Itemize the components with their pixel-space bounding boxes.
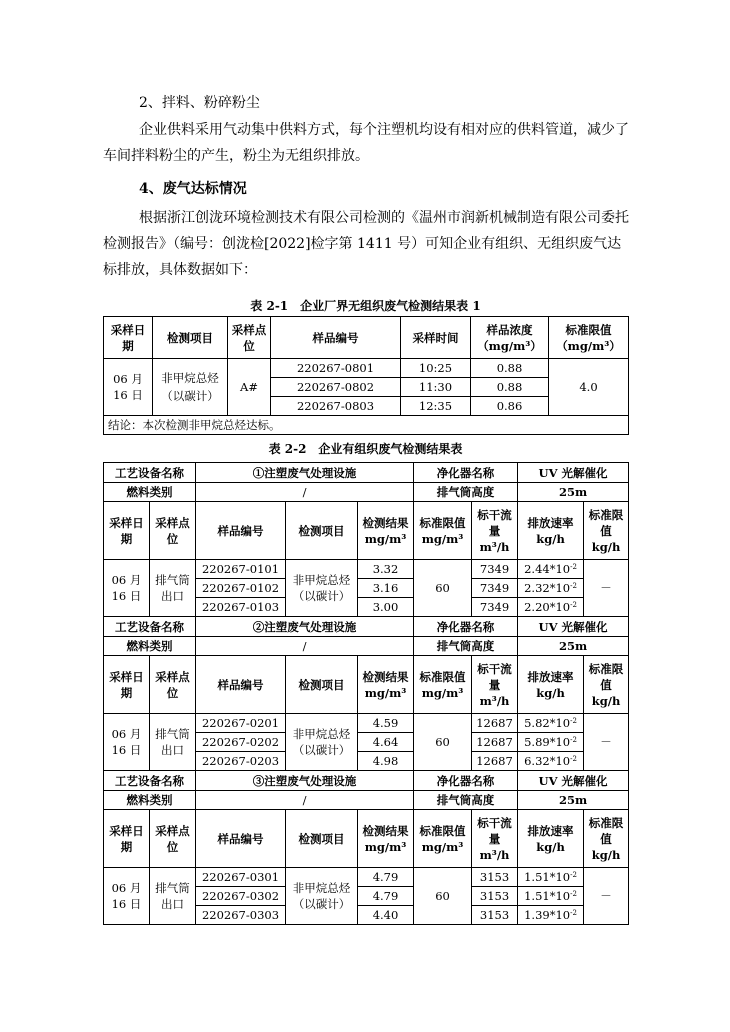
column-header: 标准限值 kg/h bbox=[584, 502, 629, 560]
table1-time: 11:30 bbox=[401, 378, 471, 397]
column-header: 排放速率 kg/h bbox=[518, 810, 584, 868]
column-header: 采样点位 bbox=[150, 656, 196, 714]
table1-header: 采样日期 bbox=[104, 317, 153, 359]
equipment-label: 工艺设备名称 bbox=[104, 463, 196, 483]
rate-value bbox=[518, 868, 584, 887]
flow-value: 7349 bbox=[472, 560, 518, 579]
table1-limit: 4.0 bbox=[549, 359, 629, 416]
column-header: 采样日期 bbox=[104, 810, 150, 868]
fuel-value: / bbox=[196, 483, 414, 502]
column-header: 样品编号 bbox=[196, 656, 286, 714]
result-value: 4.79 bbox=[358, 887, 414, 906]
stack-value: 25m bbox=[518, 483, 629, 502]
rate-exponent: -2 bbox=[570, 755, 577, 763]
result-value: 3.16 bbox=[358, 579, 414, 598]
table-row bbox=[104, 359, 629, 378]
equipment-name: ①注塑废气处理设施 bbox=[196, 463, 414, 483]
test-item: 非甲烷总烃（以碳计） bbox=[286, 868, 358, 925]
sample-date: 06 月 16 日 bbox=[104, 868, 150, 925]
table1-sample: 220267-0801 bbox=[271, 359, 401, 378]
column-header-row bbox=[104, 502, 629, 560]
table-row bbox=[104, 868, 629, 887]
rate-exponent: -2 bbox=[570, 717, 577, 725]
rate-value bbox=[518, 887, 584, 906]
rate-value bbox=[518, 560, 584, 579]
flow-value: 3153 bbox=[472, 906, 518, 925]
column-header: 检测结果 mg/m³ bbox=[358, 502, 414, 560]
flow-value: 12687 bbox=[472, 752, 518, 771]
flow-value: 7349 bbox=[472, 579, 518, 598]
flow-value: 3153 bbox=[472, 868, 518, 887]
limit-value: 60 bbox=[414, 560, 472, 617]
table2-organized-emission bbox=[103, 462, 629, 925]
limit-value: 60 bbox=[414, 714, 472, 771]
table1-header: 标准限值（mg/m³） bbox=[549, 317, 629, 359]
rate-value bbox=[518, 579, 584, 598]
purifier-label: 净化器名称 bbox=[414, 463, 518, 483]
stack-label: 排气筒高度 bbox=[414, 637, 518, 656]
table-row bbox=[104, 714, 629, 733]
rate-value bbox=[518, 752, 584, 771]
table1-header: 采样时间 bbox=[401, 317, 471, 359]
sample-id: 220267-0303 bbox=[196, 906, 286, 925]
table1-item: 非甲烷总烃（以碳计） bbox=[153, 359, 228, 416]
sample-id: 220267-0203 bbox=[196, 752, 286, 771]
rate-mantissa: 6.32*10 bbox=[524, 754, 571, 768]
rate-exponent: -2 bbox=[570, 890, 577, 898]
column-header: 排放速率 kg/h bbox=[518, 656, 584, 714]
rate-value bbox=[518, 906, 584, 925]
table1-caption: 表 2-1 企业厂界无组织废气检测结果表 1 bbox=[250, 299, 481, 313]
sample-id: 220267-0102 bbox=[196, 579, 286, 598]
table1-date: 06 月 16 日 bbox=[104, 359, 153, 416]
fuel-label: 燃料类别 bbox=[104, 637, 196, 656]
rate-limit-value: － bbox=[584, 560, 629, 617]
fuel-label: 燃料类别 bbox=[104, 791, 196, 810]
column-header: 采样点位 bbox=[150, 502, 196, 560]
rate-exponent: -2 bbox=[570, 871, 577, 879]
column-header: 标干流量 m³/h bbox=[472, 502, 518, 560]
table1-conc: 0.88 bbox=[471, 359, 549, 378]
flow-value: 12687 bbox=[472, 733, 518, 752]
table1-header: 采样点位 bbox=[228, 317, 271, 359]
table1-point: A# bbox=[228, 359, 271, 416]
equipment-name: ②注塑废气处理设施 bbox=[196, 617, 414, 637]
column-header: 采样日期 bbox=[104, 656, 150, 714]
rate-mantissa: 2.44*10 bbox=[524, 562, 571, 576]
stack-label: 排气筒高度 bbox=[414, 791, 518, 810]
equipment-row bbox=[104, 463, 629, 483]
result-value: 4.59 bbox=[358, 714, 414, 733]
column-header: 标准限值 mg/m³ bbox=[414, 810, 472, 868]
sample-id: 220267-0201 bbox=[196, 714, 286, 733]
column-header: 检测项目 bbox=[286, 810, 358, 868]
rate-mantissa: 5.82*10 bbox=[524, 716, 571, 730]
rate-exponent: -2 bbox=[570, 909, 577, 917]
test-item: 非甲烷总烃（以碳计） bbox=[286, 560, 358, 617]
table1-time: 10:25 bbox=[401, 359, 471, 378]
equipment-label: 工艺设备名称 bbox=[104, 771, 196, 791]
result-value: 4.40 bbox=[358, 906, 414, 925]
column-header: 检测结果 mg/m³ bbox=[358, 656, 414, 714]
flow-value: 12687 bbox=[472, 714, 518, 733]
rate-exponent: -2 bbox=[570, 563, 577, 571]
table1-conclusion-row bbox=[104, 416, 629, 435]
column-header-row bbox=[104, 810, 629, 868]
sample-point: 排气筒出口 bbox=[150, 714, 196, 771]
table1-header: 样品编号 bbox=[271, 317, 401, 359]
flow-value: 7349 bbox=[472, 598, 518, 617]
sample-date: 06 月 16 日 bbox=[104, 714, 150, 771]
rate-mantissa: 1.39*10 bbox=[524, 908, 571, 922]
column-header: 检测结果 mg/m³ bbox=[358, 810, 414, 868]
equipment-label: 工艺设备名称 bbox=[104, 617, 196, 637]
purifier-label: 净化器名称 bbox=[414, 771, 518, 791]
table1-unorganized-emission bbox=[103, 316, 629, 435]
table2-caption: 表 2-2 企业有组织废气检测结果表 bbox=[268, 442, 463, 456]
column-header: 标准限值 kg/h bbox=[584, 656, 629, 714]
sample-point: 排气筒出口 bbox=[150, 868, 196, 925]
stack-label: 排气筒高度 bbox=[414, 483, 518, 502]
result-value: 4.98 bbox=[358, 752, 414, 771]
result-value: 3.32 bbox=[358, 560, 414, 579]
section-heading-4: 4、废气达标情况 bbox=[139, 181, 247, 197]
column-header: 标准限值 mg/m³ bbox=[414, 502, 472, 560]
purifier-label: 净化器名称 bbox=[414, 617, 518, 637]
rate-mantissa: 5.89*10 bbox=[524, 735, 571, 749]
table1-header-row bbox=[104, 317, 629, 359]
column-header: 样品编号 bbox=[196, 810, 286, 868]
paragraph-report: 根据浙江创泷环境检测技术有限公司检测的《温州市润新机械制造有限公司委托检测报告》（编号：创泷检[2022]检字第 1411 号）可知企业有组织、无组织废气达标排放，具体数据如下： bbox=[103, 210, 629, 278]
table2-body bbox=[104, 463, 629, 925]
rate-value bbox=[518, 733, 584, 752]
rate-mantissa: 1.51*10 bbox=[524, 889, 571, 903]
rate-mantissa: 2.32*10 bbox=[524, 581, 571, 595]
section-heading-2: 2、拌料、粉碎粉尘 bbox=[139, 95, 260, 111]
column-header: 排放速率 kg/h bbox=[518, 502, 584, 560]
rate-exponent: -2 bbox=[570, 601, 577, 609]
fuel-value: / bbox=[196, 637, 414, 656]
rate-exponent: -2 bbox=[570, 582, 577, 590]
column-header-row bbox=[104, 656, 629, 714]
table1-sample: 220267-0802 bbox=[271, 378, 401, 397]
flow-value: 3153 bbox=[472, 887, 518, 906]
sample-id: 220267-0103 bbox=[196, 598, 286, 617]
rate-limit-value: － bbox=[584, 868, 629, 925]
column-header: 检测项目 bbox=[286, 502, 358, 560]
fuel-row bbox=[104, 791, 629, 810]
column-header: 标准限值 kg/h bbox=[584, 810, 629, 868]
sample-id: 220267-0301 bbox=[196, 868, 286, 887]
column-header: 样品编号 bbox=[196, 502, 286, 560]
table1-header: 样品浓度（mg/m³） bbox=[471, 317, 549, 359]
purifier-name: UV 光解催化 bbox=[518, 617, 629, 637]
sample-id: 220267-0302 bbox=[196, 887, 286, 906]
fuel-row bbox=[104, 637, 629, 656]
result-value: 4.79 bbox=[358, 868, 414, 887]
test-item: 非甲烷总烃（以碳计） bbox=[286, 714, 358, 771]
result-value: 4.64 bbox=[358, 733, 414, 752]
limit-value: 60 bbox=[414, 868, 472, 925]
equipment-row bbox=[104, 771, 629, 791]
rate-limit-value: － bbox=[584, 714, 629, 771]
rate-value bbox=[518, 714, 584, 733]
table1-conc: 0.86 bbox=[471, 397, 549, 416]
purifier-name: UV 光解催化 bbox=[518, 463, 629, 483]
fuel-label: 燃料类别 bbox=[104, 483, 196, 502]
fuel-value: / bbox=[196, 791, 414, 810]
stack-value: 25m bbox=[518, 791, 629, 810]
sample-point: 排气筒出口 bbox=[150, 560, 196, 617]
result-value: 3.00 bbox=[358, 598, 414, 617]
table1-conclusion: 结论：本次检测非甲烷总烃达标。 bbox=[104, 416, 629, 435]
rate-exponent: -2 bbox=[570, 736, 577, 744]
table1-conc: 0.88 bbox=[471, 378, 549, 397]
column-header: 标干流量 m³/h bbox=[472, 810, 518, 868]
column-header: 采样日期 bbox=[104, 502, 150, 560]
table1-sample: 220267-0803 bbox=[271, 397, 401, 416]
stack-value: 25m bbox=[518, 637, 629, 656]
paragraph-feeding: 企业供料采用气动集中供料方式，每个注塑机均设有相对应的供料管道，减少了车间拌料粉尘的产生，粉尘为无组织排放。 bbox=[103, 122, 629, 164]
sample-id: 220267-0202 bbox=[196, 733, 286, 752]
fuel-row bbox=[104, 483, 629, 502]
table1-header: 检测项目 bbox=[153, 317, 228, 359]
sample-id: 220267-0101 bbox=[196, 560, 286, 579]
table1-time: 12:35 bbox=[401, 397, 471, 416]
column-header: 检测项目 bbox=[286, 656, 358, 714]
equipment-name: ③注塑废气处理设施 bbox=[196, 771, 414, 791]
column-header: 标准限值 mg/m³ bbox=[414, 656, 472, 714]
column-header: 采样点位 bbox=[150, 810, 196, 868]
table-row bbox=[104, 560, 629, 579]
column-header: 标干流量 m³/h bbox=[472, 656, 518, 714]
purifier-name: UV 光解催化 bbox=[518, 771, 629, 791]
rate-mantissa: 2.20*10 bbox=[524, 600, 571, 614]
equipment-row bbox=[104, 617, 629, 637]
sample-date: 06 月 16 日 bbox=[104, 560, 150, 617]
rate-mantissa: 1.51*10 bbox=[524, 870, 571, 884]
rate-value bbox=[518, 598, 584, 617]
